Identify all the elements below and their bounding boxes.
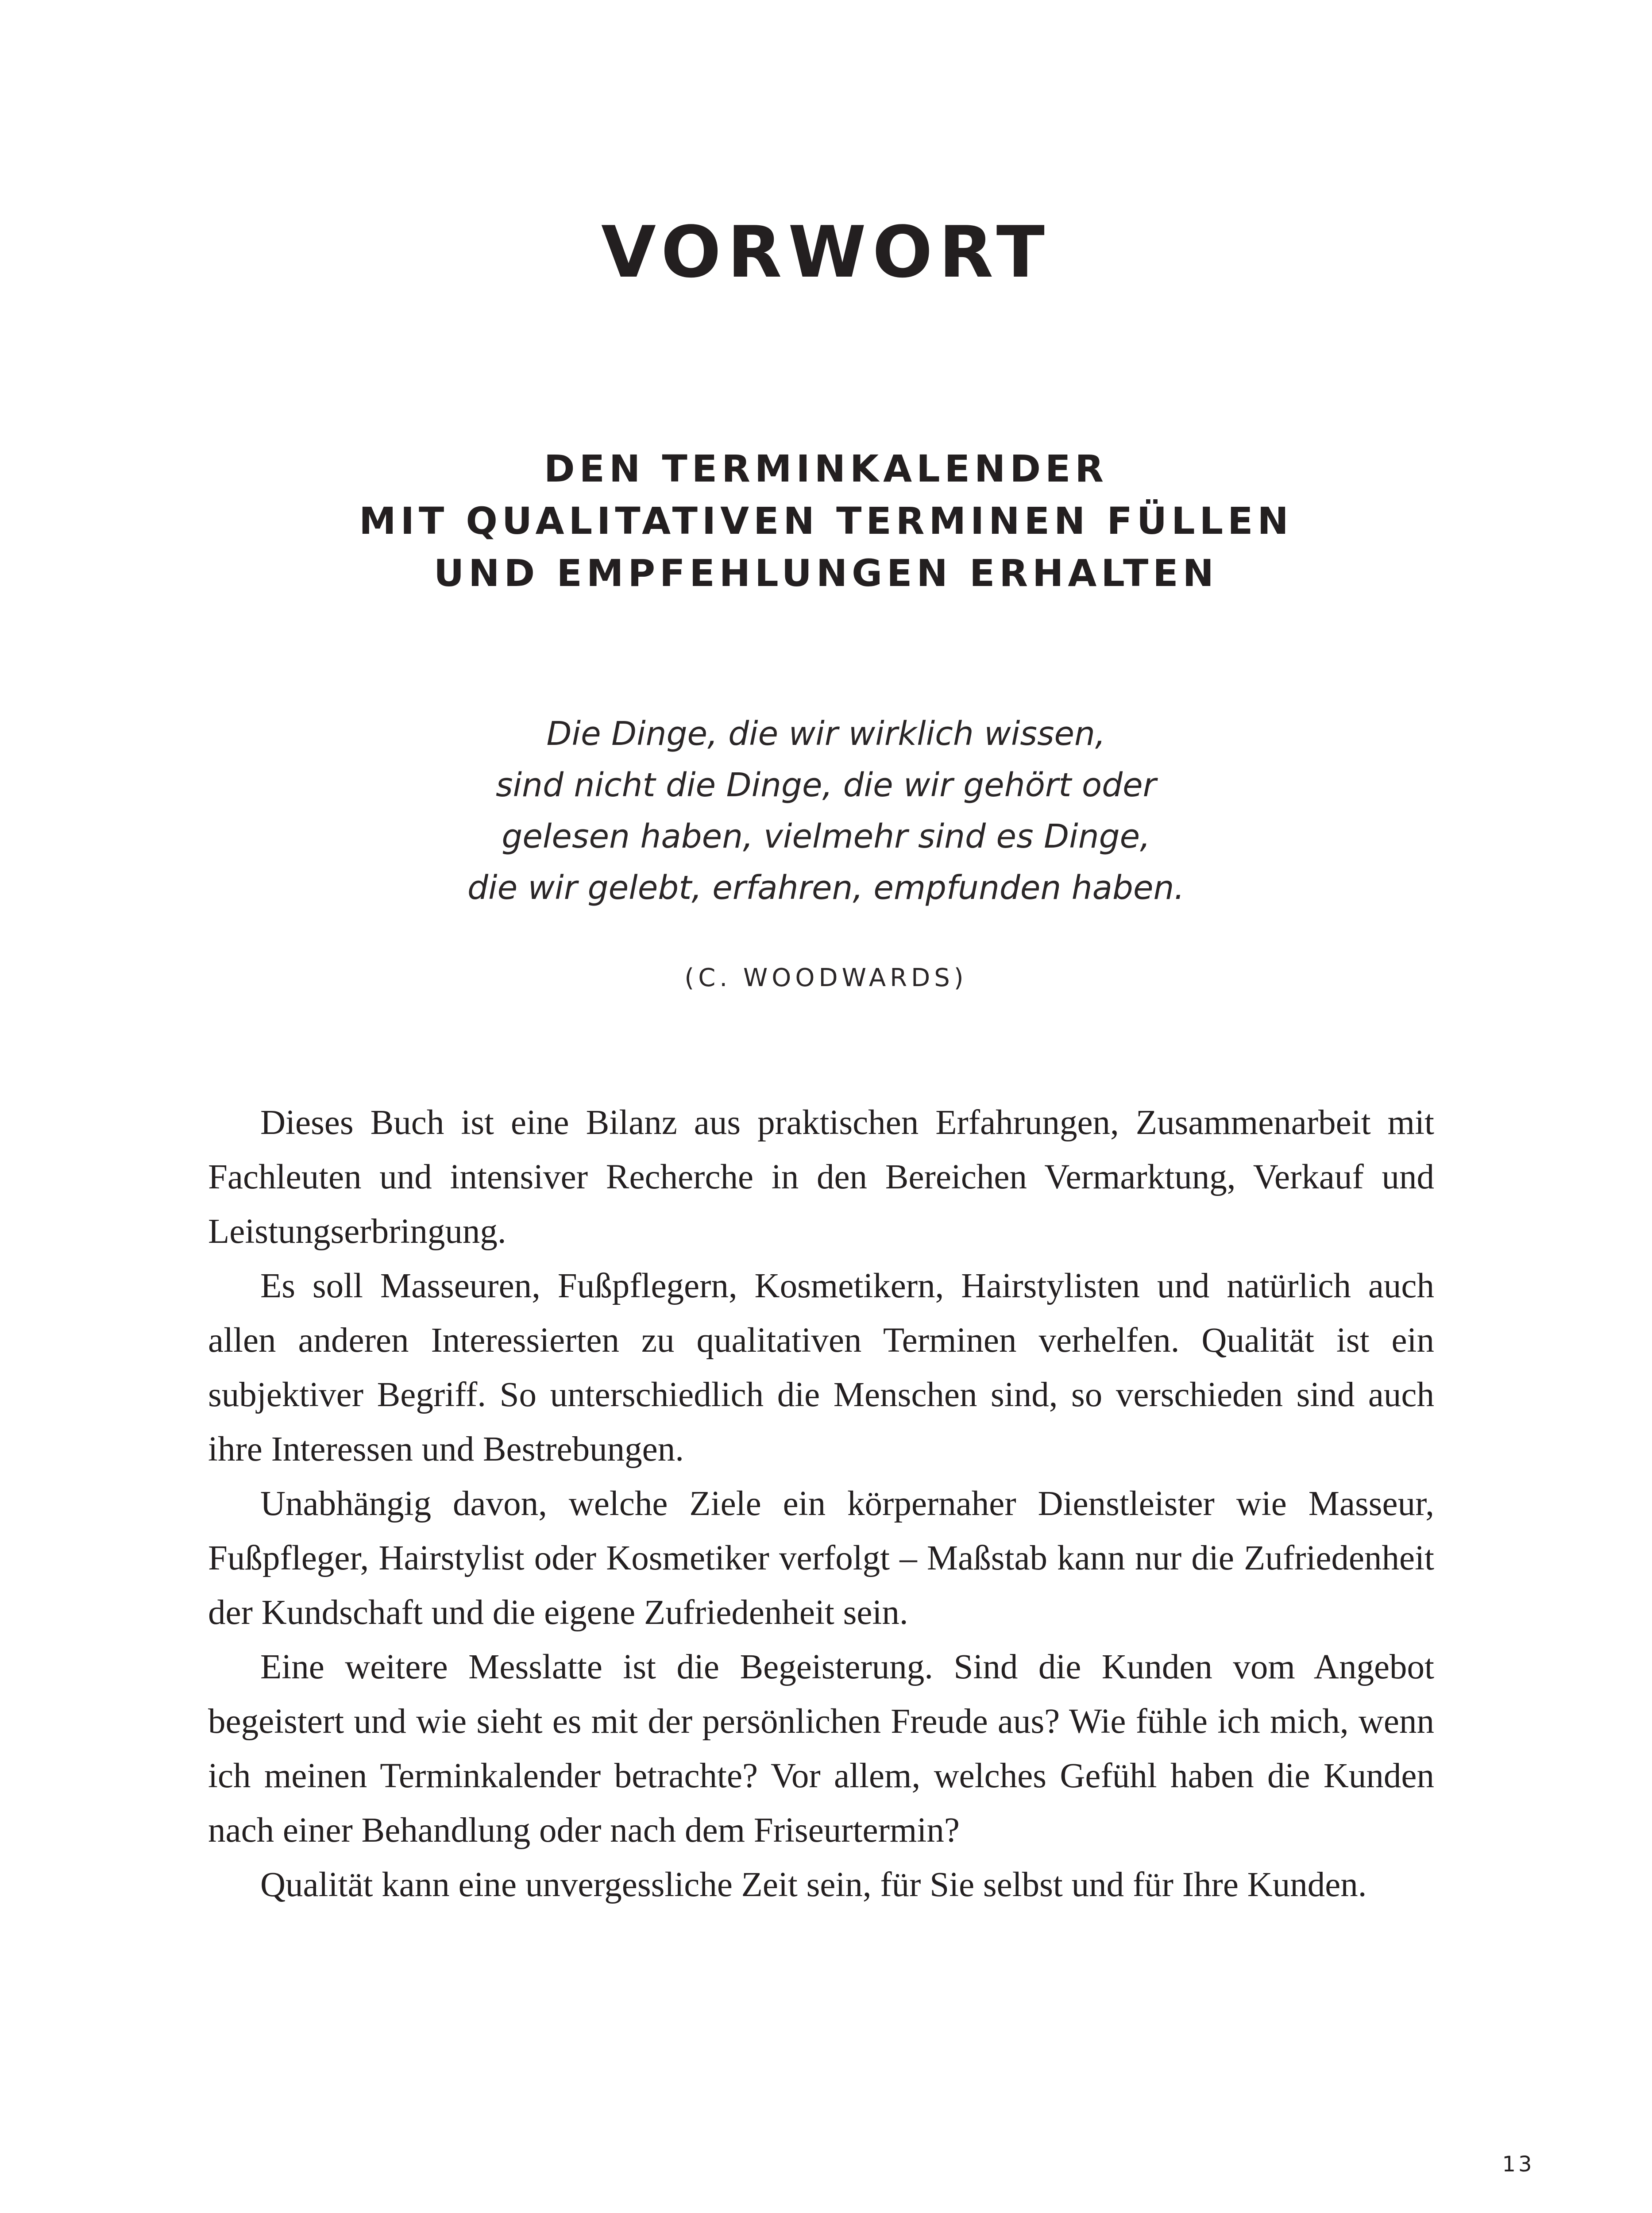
subtitle-line: MIT QUALITATIVEN TERMINEN FÜLLEN <box>359 499 1293 543</box>
paragraph: Qualität kann eine unvergessliche Zeit sein, für Sie selbst und für Ihre Kunden. <box>260 1866 1367 1904</box>
paragraph: Unabhängig davon, welche Ziele ein körpernaher Dienstleister wie Masseur, Fußpfleger, Hairstylist oder Kosmetiker verfolgt – Maßstab kann nur die Zufriedenheit der Kundschaft und die eigene Zufriedenheit sein. <box>208 1484 1434 1632</box>
quote-attribution: (C. WOODWARDS) <box>684 964 968 992</box>
paragraph: Es soll Masseuren, Fußpflegern, Kosmetikern, Hairstylisten und natürlich auch allen anderen Interessierten zu qualitativen Terminen verhelfen. Qualität ist ein subjektiver Begriff. So unterschiedlich die Menschen sind, so verschieden sind auch ihre Interessen und Bestrebungen. <box>208 1267 1434 1469</box>
subtitle-line: DEN TERMINKALENDER <box>544 447 1108 490</box>
quote-line: gelesen haben, vielmehr sind es Dinge, <box>502 817 1150 856</box>
paragraph: Dieses Buch ist eine Bilanz aus praktischen Erfahrungen, Zusammenarbeit mit Fachleuten und intensiver Recherche in den Bereichen Vermarktung, Verkauf und Leistungserbringung. <box>208 1103 1434 1251</box>
subtitle-line: UND EMPFEHLUNGEN ERHALTEN <box>434 551 1218 595</box>
body-text <box>208 1095 1434 1912</box>
page-number: 13 <box>1502 2152 1535 2177</box>
quote-line: die wir gelebt, erfahren, empfunden haben. <box>467 869 1185 907</box>
chapter-subtitle <box>0 443 1652 599</box>
epigraph-quote <box>0 708 1652 914</box>
chapter-title: VORWORT <box>601 211 1051 293</box>
quote-line: sind nicht die Dinge, die wir gehört oder <box>495 766 1157 804</box>
quote-line: Die Dinge, die wir wirklich wissen, <box>546 715 1106 753</box>
paragraph: Eine weitere Messlatte ist die Begeisterung. Sind die Kunden vom Angebot begeistert und wie sieht es mit der persönlichen Freude aus? Wie fühle ich mich, wenn ich meinen Terminkalender betrachte? Vor allem, welches Gefühl haben die Kunden nach einer Behandlung oder nach dem Friseurtermin? <box>208 1648 1434 1850</box>
